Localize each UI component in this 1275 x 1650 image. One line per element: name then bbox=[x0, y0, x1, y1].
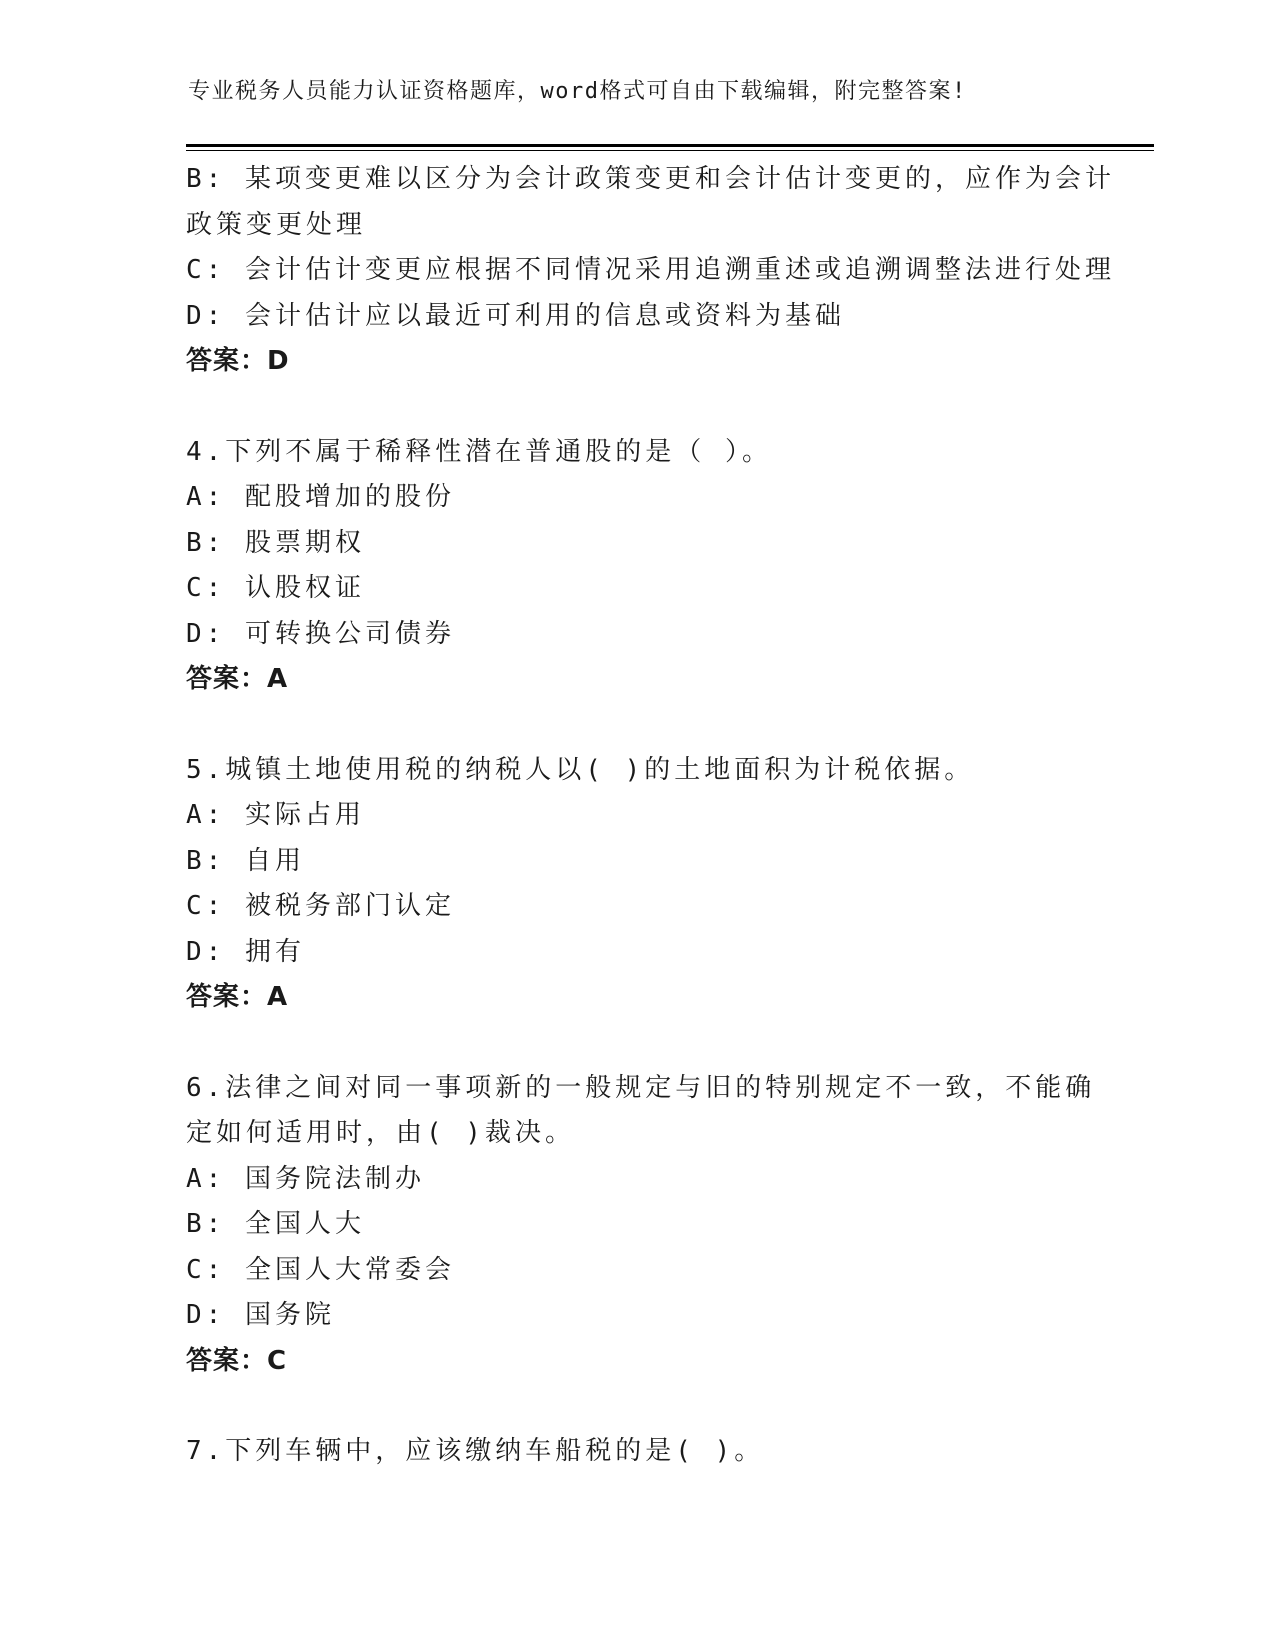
answer: 答案：C bbox=[186, 1345, 288, 1376]
question-text: 6.法律之间对同一事项新的一般规定与旧的特别规定不一致，不能确 bbox=[186, 1072, 1096, 1103]
question-text: 7.下列车辆中，应该缴纳车船税的是( )。 bbox=[186, 1436, 765, 1466]
question-text-continued: 定如何适用时，由( )裁决。 bbox=[186, 1118, 575, 1148]
option-a: A: 实际占用 bbox=[186, 800, 365, 830]
option-d: D: 国务院 bbox=[186, 1300, 335, 1330]
question-6-block bbox=[186, 1066, 1096, 1385]
answer: 答案：D bbox=[186, 346, 290, 376]
option-d: D: 可转换公司债券 bbox=[186, 618, 455, 649]
question-7-block bbox=[186, 1429, 1086, 1475]
header-rule-thick bbox=[186, 144, 1154, 147]
question-content bbox=[186, 157, 1115, 1475]
option-a: A: 配股增加的股份 bbox=[186, 482, 455, 512]
option-b: B: 全国人大 bbox=[186, 1209, 365, 1239]
header-rule-thin bbox=[186, 150, 1154, 151]
option-b: B: 股票期权 bbox=[186, 527, 365, 558]
option-c: C: 全国人大常委会 bbox=[186, 1254, 455, 1285]
prev-question-block bbox=[186, 157, 1115, 385]
question-text: 5.城镇土地使用税的纳税人以( )的土地面积为计税依据。 bbox=[186, 754, 975, 785]
option-b: B: 自用 bbox=[186, 845, 305, 876]
option-c: C: 认股权证 bbox=[186, 573, 365, 603]
option-d: D: 会计估计应以最近可利用的信息或资料为基础 bbox=[186, 300, 845, 331]
question-5-block bbox=[186, 748, 1086, 1021]
question-4-block bbox=[186, 430, 1086, 703]
option-b: B: 某项变更难以区分为会计政策变更和会计估计变更的，应作为会计 bbox=[186, 164, 1115, 194]
option-d: D: 拥有 bbox=[186, 936, 305, 967]
option-c: C: 被税务部门认定 bbox=[186, 891, 455, 921]
option-c: C: 会计估计变更应根据不同情况采用追溯重述或追溯调整法进行处理 bbox=[186, 255, 1115, 285]
answer: 答案：A bbox=[186, 982, 289, 1012]
page-header: 专业税务人员能力认证资格题库，word格式可自由下载编辑，附完整答案! bbox=[188, 79, 967, 104]
option-a: A: 国务院法制办 bbox=[186, 1163, 425, 1194]
answer: 答案：A bbox=[186, 664, 289, 694]
question-text: 4.下列不属于稀释性潜在普通股的是（ ）。 bbox=[186, 436, 772, 467]
option-b-continued: 政策变更处理 bbox=[186, 209, 367, 240]
